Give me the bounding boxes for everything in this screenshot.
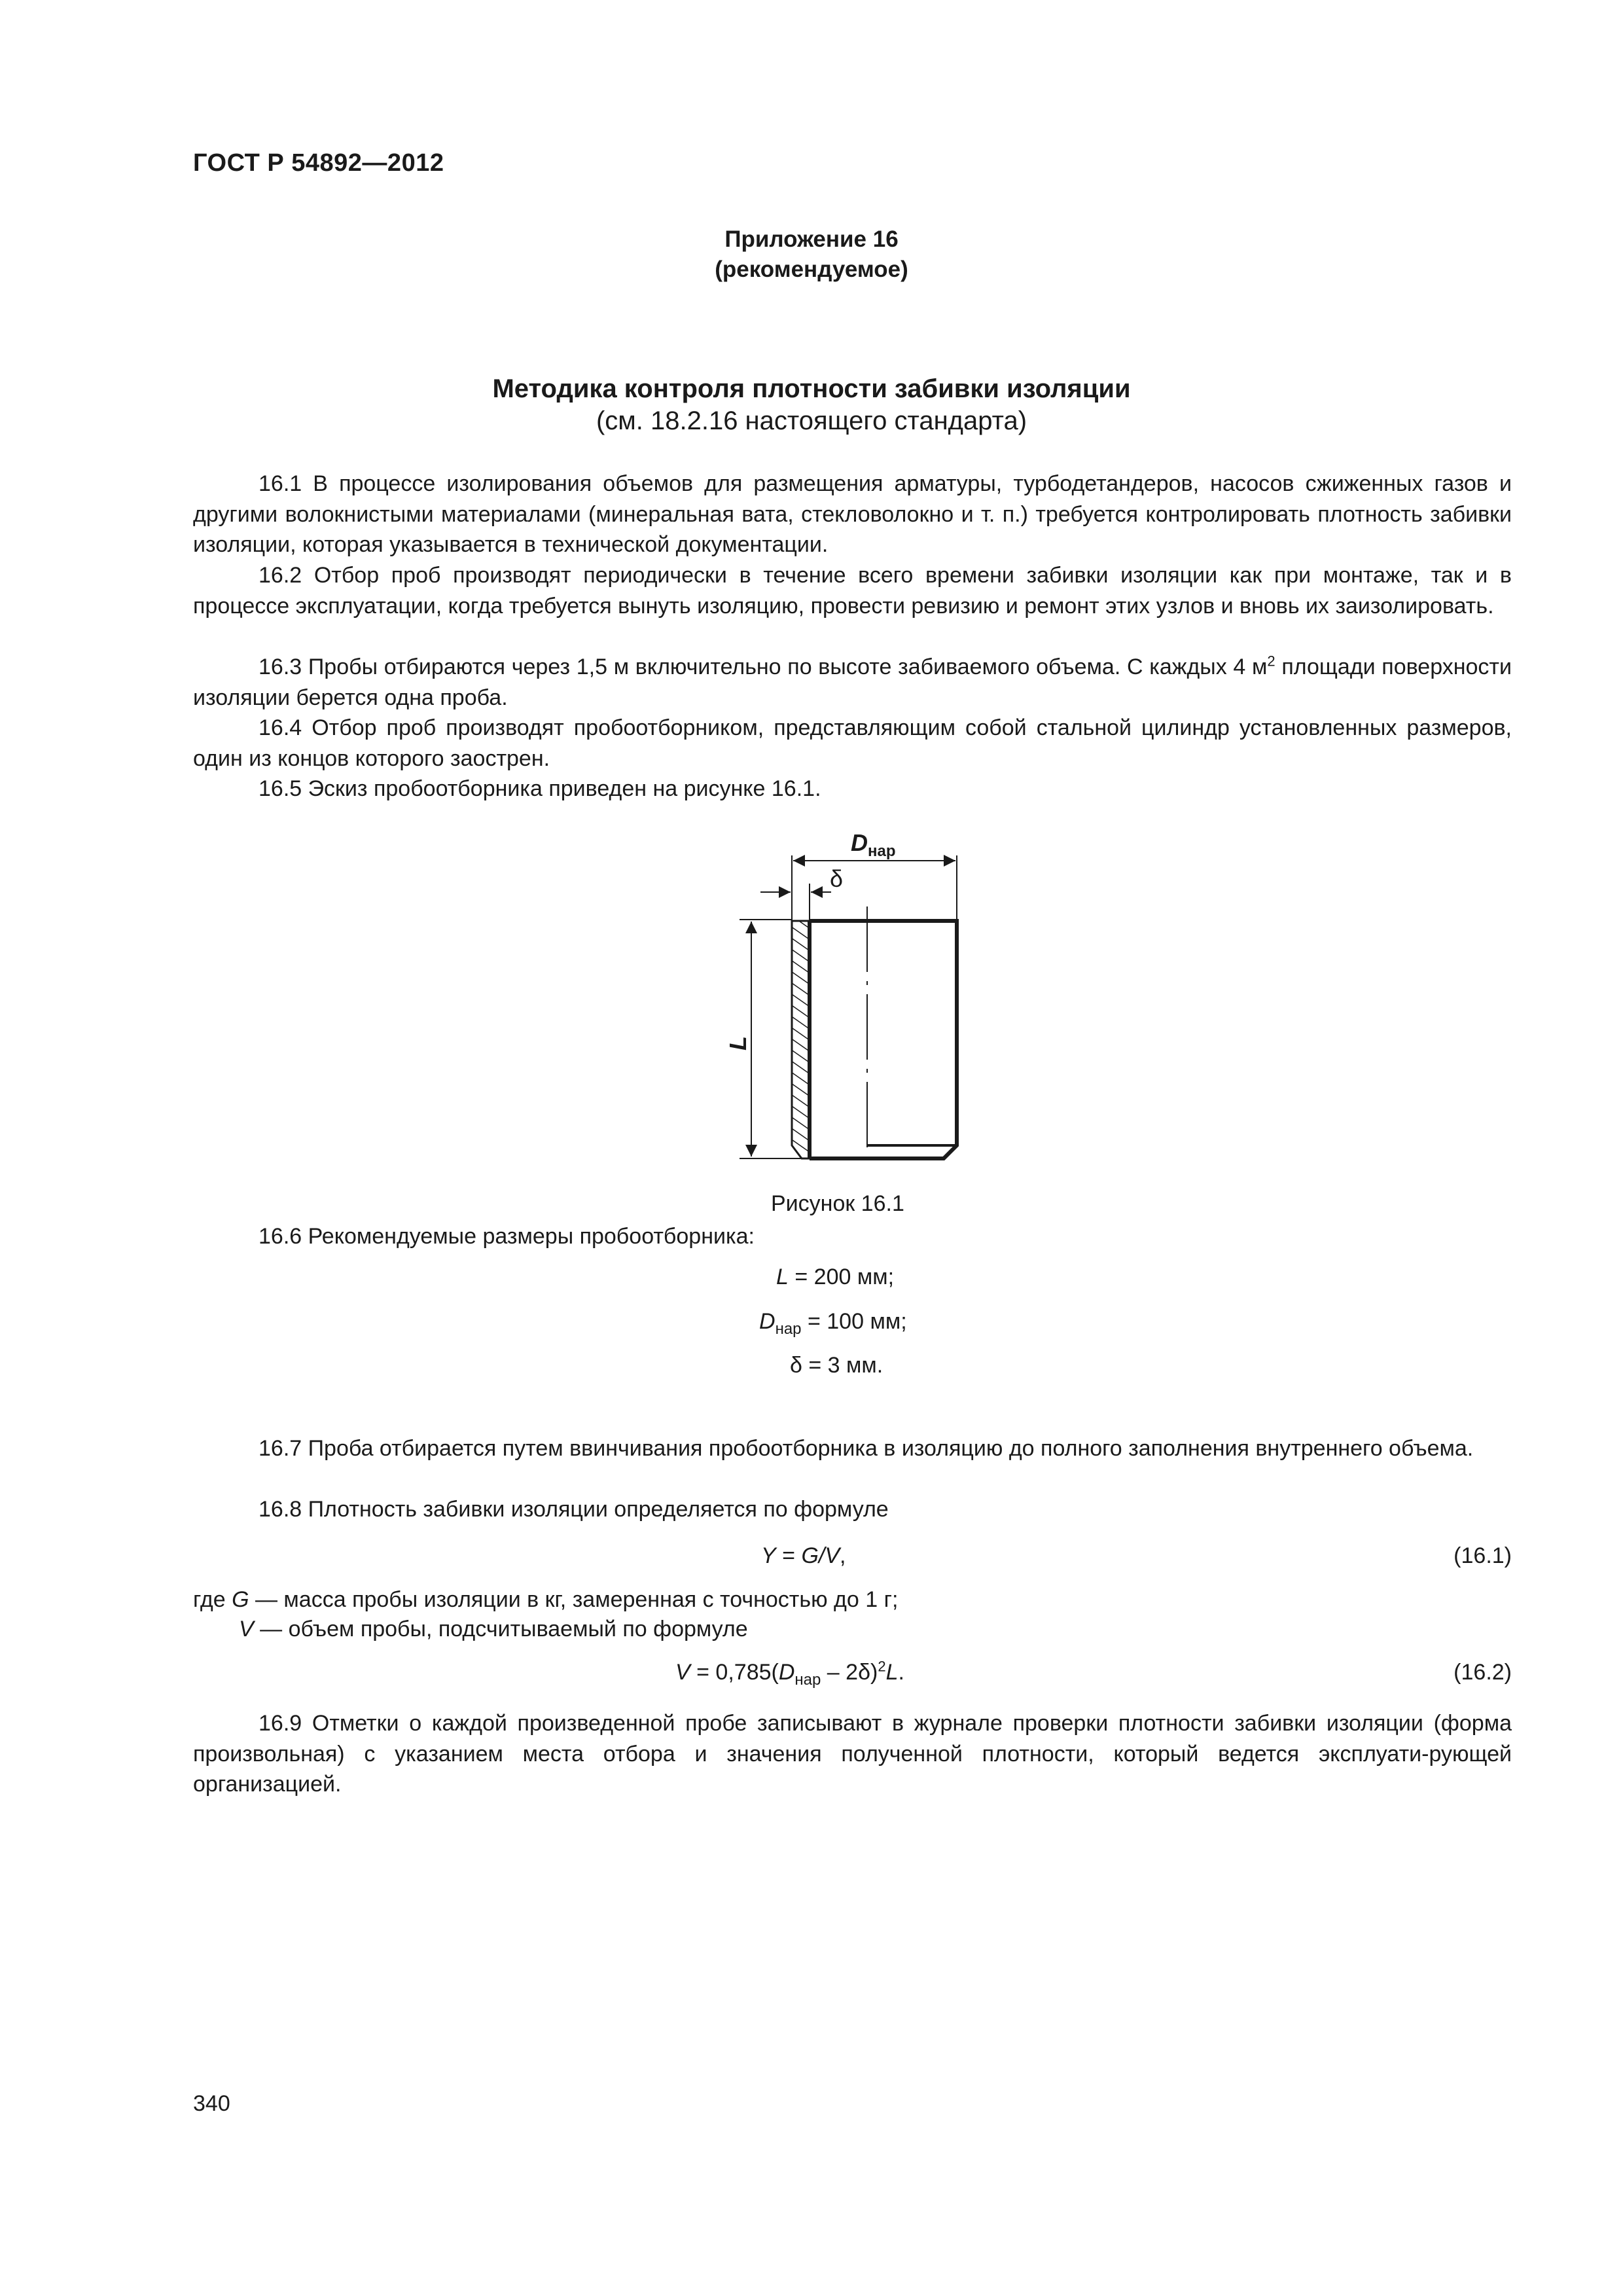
- sampler-sketch: [720, 821, 995, 1188]
- paragraph-16-2: 16.2 Отбор проб производят периодически в течение всего времени забивки изоляции как при монтаже, так и в процессе эксплуатации, когда требуется вынуть изоляцию, провести ревизию и ремонт этих узлов и вновь их заизолировать.: [193, 563, 1512, 619]
- sampler-wall-section: [792, 921, 810, 1158]
- section-reference: (см. 18.2.16 настоящего стандарта): [596, 406, 1027, 435]
- formula-16-1: Y = G/V,: [761, 1543, 846, 1568]
- formula-16-2-number: (16.2): [1454, 1660, 1512, 1685]
- page-number: 340: [193, 2091, 230, 2116]
- outer-diameter-label: $D_{нар}$: [851, 829, 896, 860]
- where-g: где G — масса пробы изоляции в кг, замеренная с точностью до 1 г;: [193, 1587, 899, 1612]
- formula-16-1-number: (16.1): [1454, 1543, 1512, 1568]
- formula-16-2: $V = 0,785(D_{нар} - 2\delta)^2L$.: [675, 1658, 904, 1689]
- paragraph-16-6: 16.6 Рекомендуемые размеры пробоотборника:: [259, 1224, 755, 1249]
- paragraph-16-9: 16.9 Отметки о каждой произведенной пробе записывают в журнале проверки плотности забивки изоляции (форма произвольная) с указанием места отбора и значения полученной плотности, который ведется эксплуати-рующей организацией.: [193, 1711, 1512, 1797]
- where-v: V — объем пробы, подсчитываемый по формуле: [239, 1617, 748, 1641]
- paragraph-16-4: 16.4 Отбор проб производят пробоотборником, представляющим собой стальной цилиндр установленных размеров, один из концов которого заострен.: [193, 715, 1512, 771]
- wall-thickness-label: δ: [830, 865, 844, 892]
- figure-caption: Рисунок 16.1: [771, 1191, 904, 1216]
- dimension-diameter: $D_{нар} = 100$ мм;: [759, 1309, 907, 1338]
- appendix-status: (рекомендуемое): [715, 257, 908, 282]
- paragraph-16-3: 16.3 Пробы отбираются через 1,5 м включительно по высоте забиваемого объема. С каждых 4 $м^2$ площади поверхности изоляции берется одна проба.: [193, 653, 1512, 710]
- section-title: Методика контроля плотности забивки изоляции: [492, 374, 1131, 403]
- paragraph-16-1: 16.1 В процессе изолирования объемов для размещения арматуры, турбодетандеров, насосов сжиженных газов и другими волокнистыми материалами (минеральная вата, стекловолокно и т. п.) требуется контролировать плотность забивки изоляции, которая указывается в технической документации.: [193, 471, 1512, 557]
- paragraph-16-7: 16.7 Проба отбирается путем ввинчивания пробоотборника в изоляцию до полного заполнения внутреннего объема.: [259, 1436, 1474, 1461]
- sampler-cylinder: [810, 921, 957, 1158]
- paragraph-16-5: 16.5 Эскиз пробоотборника приведен на рисунке 16.1.: [259, 776, 821, 801]
- dimension-length: L = 200 мм;: [776, 1265, 895, 1289]
- length-label: L: [724, 1036, 751, 1050]
- appendix-number: Приложение 16: [724, 226, 899, 252]
- paragraph-16-8: 16.8 Плотность забивки изоляции определяется по формуле: [259, 1497, 889, 1522]
- document-code: ГОСТ Р 54892—2012: [193, 149, 444, 177]
- dimension-thickness: δ = 3 мм.: [790, 1353, 883, 1378]
